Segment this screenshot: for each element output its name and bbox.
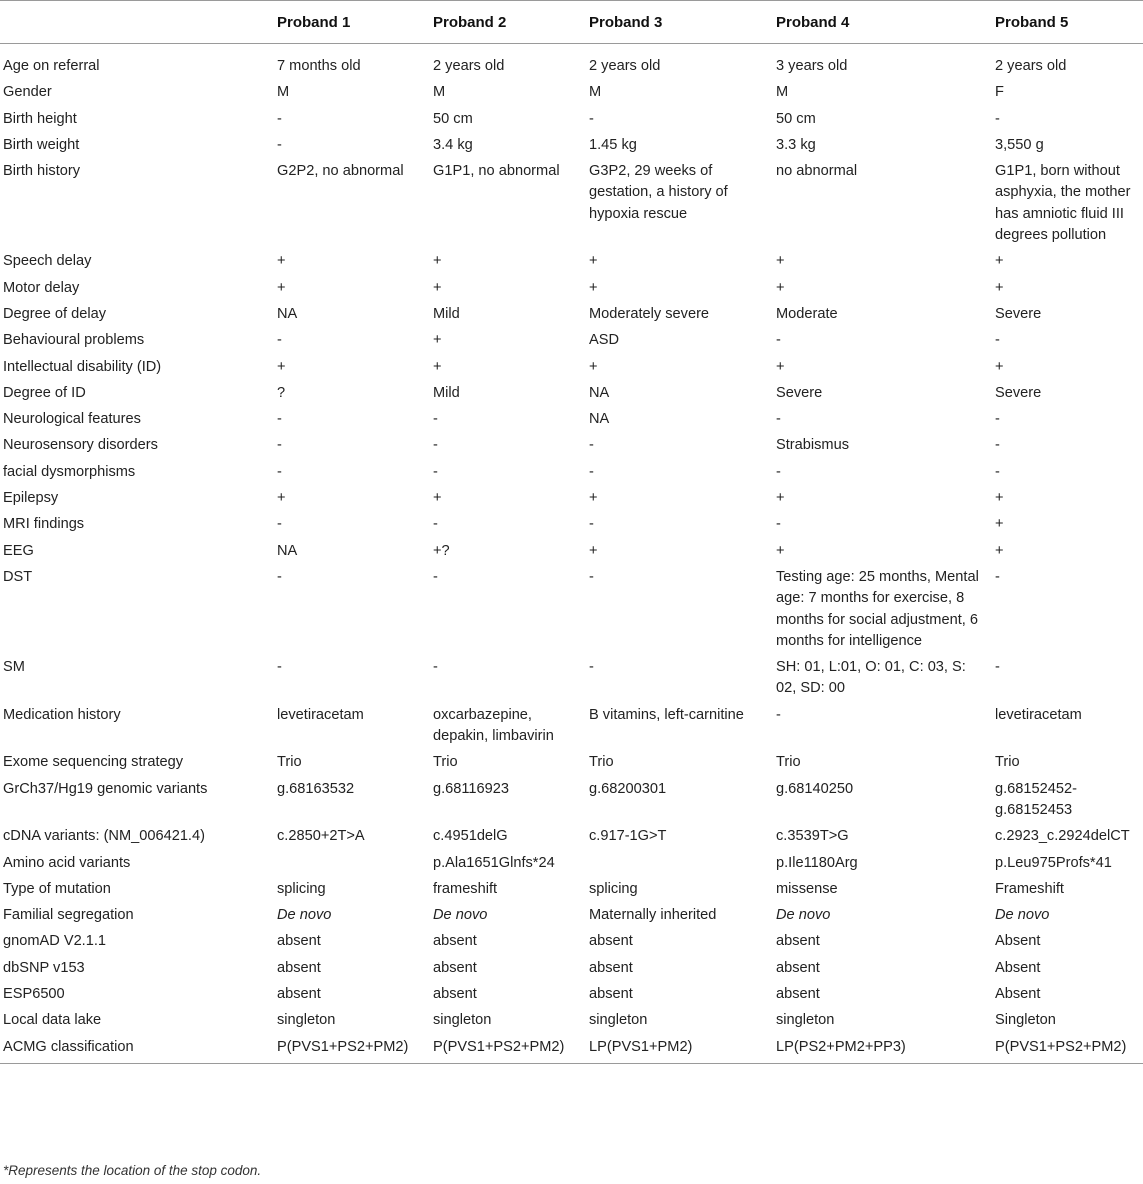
cell-proband-1: ? [277,384,286,401]
cell-proband-5: De novo [995,907,1050,924]
cell-proband-2: absent [433,959,477,976]
table-row [0,1008,1143,1034]
cell-proband-1 [273,851,429,877]
cell-proband-5: Severe [995,305,1042,322]
table-row [0,539,1143,565]
cell-proband-2: - [433,516,438,533]
row-label: Amino acid variants [3,854,131,871]
table-row [0,929,1143,955]
table-row [0,107,1143,133]
table-row [0,433,1143,459]
cell-proband-5: Severe [995,384,1042,401]
cell-proband-4: - [776,463,781,480]
cell-proband-1: g.68163532 [277,780,355,797]
cell-proband-4: SH: 01, L:01, O: 01, C: 03, S: 02, SD: 00 [776,659,966,697]
row-label: ESP6500 [3,985,65,1002]
cell-proband-1: splicing [277,880,326,897]
cell-proband-1: M [277,84,290,101]
cell-proband-4: - [776,516,781,533]
cell-proband-3: NA [589,384,610,401]
row-label: MRI findings [3,516,85,533]
cell-proband-5: - [995,437,1000,454]
cell-proband-2: absent [433,933,477,950]
table-row [0,877,1143,903]
row-label: SM [3,659,25,676]
table-row [0,956,1143,982]
cell-proband-5: 3,550 g [995,136,1044,153]
row-label: Familial segregation [3,907,134,924]
cell-proband-4: De novo [776,907,831,924]
table-row [0,486,1143,512]
cell-proband-4: absent [776,985,820,1002]
cell-proband-4: no abnormal [776,163,858,180]
header-proband-4: Proband 4 [772,1,991,44]
cell-proband-5: + [995,542,1004,559]
cell-proband-5: c.2923_c.2924delCT [995,828,1130,845]
cell-proband-2: p.Ala1651Glnfs*24 [433,854,555,871]
cell-proband-5: g.68152452-g.68152453 [995,780,1077,818]
cell-proband-4: 50 cm [776,110,816,127]
cell-proband-2: +? [433,542,450,559]
cell-proband-3: G3P2, 29 weeks of gestation, a history of hypoxia rescue [589,163,728,222]
cell-proband-4: absent [776,959,820,976]
cell-proband-5: P(PVS1+PS2+PM2) [991,1035,1143,1064]
cell-proband-5: + [995,279,1004,296]
table-row [0,44,1143,81]
row-label: Type of mutation [3,880,111,897]
header-proband-2: Proband 2 [429,1,585,44]
table-row [0,824,1143,850]
cell-proband-3: ASD [589,332,620,349]
cell-proband-3: absent [589,959,633,976]
table-row [0,328,1143,354]
table-row [0,777,1143,825]
row-label: GrCh37/Hg19 genomic variants [3,780,208,797]
cell-proband-2: - [433,463,438,480]
table-row [0,80,1143,106]
cell-proband-1: absent [277,959,321,976]
cell-proband-5: + [995,358,1004,375]
cell-proband-2: G1P1, no abnormal [433,163,560,180]
table-row [0,381,1143,407]
cell-proband-1: NA [277,305,298,322]
cell-proband-2: P(PVS1+PS2+PM2) [429,1035,585,1064]
cell-proband-2: 3.4 kg [433,136,473,153]
cell-proband-2: frameshift [433,880,498,897]
cell-proband-2: - [433,437,438,454]
row-label: Exome sequencing strategy [3,754,184,771]
cell-proband-2: + [433,279,442,296]
cell-proband-2: + [433,332,442,349]
cell-proband-3 [585,851,772,877]
cell-proband-3: + [589,542,598,559]
cell-proband-3: singleton [589,1012,648,1029]
cell-proband-1: - [277,463,282,480]
cell-proband-4: g.68140250 [776,780,854,797]
row-label: Degree of delay [3,305,107,322]
row-label: Speech delay [3,253,92,270]
table-row [0,407,1143,433]
row-label: Intellectual disability (ID) [3,358,162,375]
header-proband-1: Proband 1 [273,1,429,44]
row-label: EEG [3,542,34,559]
row-label: DST [3,568,33,585]
cell-proband-5: + [995,516,1004,533]
cell-proband-1: absent [277,985,321,1002]
cell-proband-1: P(PVS1+PS2+PM2) [273,1035,429,1064]
cell-proband-5: - [995,659,1000,676]
cell-proband-1: - [277,516,282,533]
cell-proband-2: + [433,253,442,270]
cell-proband-1: Trio [277,754,302,771]
cell-proband-2: + [433,490,442,507]
row-label: gnomAD V2.1.1 [3,933,107,950]
cell-proband-5: G1P1, born without asphyxia, the mother has amniotic fluid III degrees pollution [995,163,1131,244]
cell-proband-5: - [995,110,1000,127]
cell-proband-3: c.917-1G>T [589,828,667,845]
cell-proband-4: + [776,490,785,507]
cell-proband-3: - [589,659,594,676]
cell-proband-1: + [277,253,286,270]
cell-proband-2: 50 cm [433,110,473,127]
row-label: cDNA variants: (NM_006421.4) [3,828,205,845]
cell-proband-1: - [277,110,282,127]
cell-proband-3: 2 years old [589,58,661,74]
row-label: Gender [3,84,52,101]
cell-proband-2: De novo [433,907,488,924]
cell-proband-5: Absent [995,933,1041,950]
row-label: Neurological features [3,411,141,428]
cell-proband-3: + [589,490,598,507]
cell-proband-4: p.Ile1180Arg [776,854,858,871]
cell-proband-4: Strabismus [776,437,849,454]
table-body [0,44,1143,1064]
cell-proband-1: - [277,332,282,349]
cell-proband-1: absent [277,933,321,950]
cell-proband-3: 1.45 kg [589,136,637,153]
cell-proband-1: c.2850+2T>A [277,828,365,845]
cell-proband-4: Moderate [776,305,838,322]
cell-proband-1: - [277,659,282,676]
row-label: Birth weight [3,136,80,153]
cell-proband-2: Trio [433,754,458,771]
cell-proband-4: LP(PS2+PM2+PP3) [772,1035,991,1064]
cell-proband-4: - [776,332,781,349]
cell-proband-4: - [776,411,781,428]
cell-proband-3: Trio [589,754,614,771]
cell-proband-3: + [589,358,598,375]
cell-proband-4: c.3539T>G [776,828,849,845]
table-row [0,276,1143,302]
cell-proband-5: Absent [995,985,1041,1002]
cell-proband-3: absent [589,985,633,1002]
row-label: Age on referral [3,58,100,74]
cell-proband-4: + [776,542,785,559]
table-row [0,703,1143,751]
cell-proband-4: missense [776,880,838,897]
table-row [0,512,1143,538]
cell-proband-3: splicing [589,880,638,897]
cell-proband-5: + [995,490,1004,507]
cell-proband-3: + [589,279,598,296]
row-label: Birth height [3,110,77,127]
cell-proband-4: M [776,84,789,101]
cell-proband-2: absent [433,985,477,1002]
table-row [0,565,1143,655]
cell-proband-5: 2 years old [995,58,1067,74]
cell-proband-3: Maternally inherited [589,907,717,924]
cell-proband-1: 7 months old [277,58,361,74]
cell-proband-1: + [277,279,286,296]
cell-proband-5: levetiracetam [995,706,1082,723]
cell-proband-3: - [589,568,594,585]
cell-proband-2: - [433,411,438,428]
cell-proband-5: Frameshift [995,880,1064,897]
cell-proband-3: absent [589,933,633,950]
table-header-row [0,1,1143,44]
cell-proband-2: singleton [433,1012,492,1029]
cell-proband-3: + [589,253,598,270]
cell-proband-2: - [433,659,438,676]
table-row [0,903,1143,929]
cell-proband-5: - [995,463,1000,480]
row-label: Medication history [3,706,121,723]
row-label: Degree of ID [3,384,86,401]
cell-proband-2: - [433,568,438,585]
cell-proband-5: p.Leu975Profs*41 [995,854,1112,871]
cell-proband-4: Severe [776,384,823,401]
table-row [0,750,1143,776]
cell-proband-2: Mild [433,384,460,401]
cell-proband-4: + [776,253,785,270]
cell-proband-5: Singleton [995,1012,1056,1029]
cell-proband-5: Absent [995,959,1041,976]
cell-proband-4: Testing age: 25 months, Mental age: 7 months for exercise, 8 months for social adjustment, 6 months for intelligence [776,568,979,649]
row-label: Motor delay [3,279,80,296]
cell-proband-4: 3.3 kg [776,136,816,153]
cell-proband-1: G2P2, no abnormal [277,163,404,180]
cell-proband-4: absent [776,933,820,950]
cell-proband-3: - [589,437,594,454]
cell-proband-4: + [776,279,785,296]
table-row [0,249,1143,275]
cell-proband-3: LP(PVS1+PM2) [585,1035,772,1064]
cell-proband-2: 2 years old [433,58,505,74]
table-row [0,655,1143,703]
cell-proband-1: - [277,437,282,454]
cell-proband-1: NA [277,542,298,559]
table-row [0,133,1143,159]
cell-proband-1: - [277,568,282,585]
cell-proband-1: + [277,490,286,507]
row-label: Behavioural problems [3,332,145,349]
row-label: facial dysmorphisms [3,463,136,480]
row-label: Local data lake [3,1012,102,1029]
cell-proband-5: F [995,84,1004,101]
cell-proband-2: oxcarbazepine, depakin, limbavirin [433,706,554,745]
cell-proband-3: B vitamins, left-carnitine [589,706,744,723]
cell-proband-4: 3 years old [776,58,848,74]
cell-proband-3: g.68200301 [589,780,667,797]
row-label: ACMG classification [0,1035,273,1064]
cell-proband-3: NA [589,411,610,428]
cell-proband-1: singleton [277,1012,336,1029]
cell-proband-2: Mild [433,305,460,322]
header-proband-3: Proband 3 [585,1,772,44]
cell-proband-2: g.68116923 [433,780,510,797]
cell-proband-4: + [776,358,785,375]
table-row [0,460,1143,486]
table-row [0,159,1143,249]
cell-proband-4: - [776,706,781,723]
cell-proband-1: + [277,358,286,375]
cell-proband-5: + [995,253,1004,270]
header-feature-column [0,1,273,44]
cell-proband-2: c.4951delG [433,828,508,845]
cell-proband-3: Moderately severe [589,305,710,322]
cell-proband-3: - [589,463,594,480]
table-row [0,851,1143,877]
row-label: dbSNP v153 [3,959,85,976]
row-label: Birth history [3,163,81,180]
cell-proband-2: + [433,358,442,375]
cell-proband-5: - [995,411,1000,428]
cell-proband-3: M [589,84,602,101]
table-row [0,355,1143,381]
table-row [0,982,1143,1008]
cell-proband-2: M [433,84,446,101]
cell-proband-3: - [589,110,594,127]
cell-proband-1: De novo [277,907,332,924]
cell-proband-5: Trio [995,754,1020,771]
row-label: Epilepsy [3,490,59,507]
table-footnote: *Represents the location of the stop codon. [3,1163,262,1178]
cell-proband-4: Trio [776,754,801,771]
cell-proband-1: - [277,411,282,428]
cell-proband-3: - [589,516,594,533]
cell-proband-4: singleton [776,1012,835,1029]
row-label: Neurosensory disorders [3,437,158,454]
cell-proband-5: - [995,568,1000,585]
table-row [0,302,1143,328]
cell-proband-1: levetiracetam [277,706,364,723]
cell-proband-5: - [995,332,1000,349]
cell-proband-1: - [277,136,282,153]
table-row [0,1035,1143,1064]
header-proband-5: Proband 5 [991,1,1143,44]
